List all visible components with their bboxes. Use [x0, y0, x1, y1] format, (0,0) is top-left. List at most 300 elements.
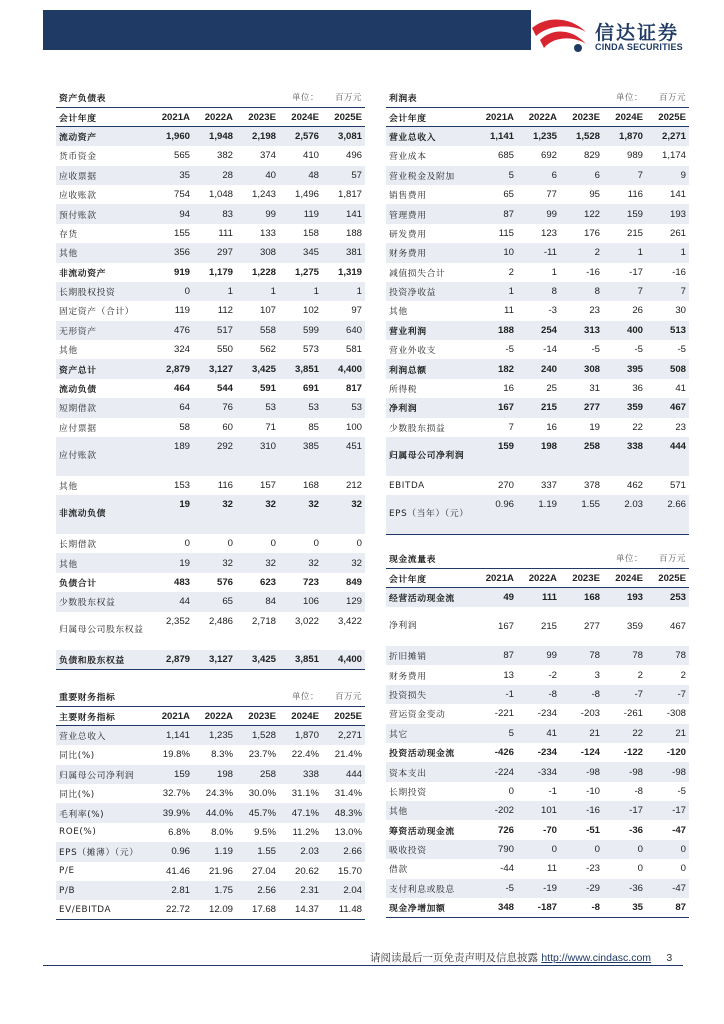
cell-value: -334 — [517, 762, 560, 781]
cell-value: 0 — [517, 840, 560, 859]
unit-label: 单位： — [279, 88, 322, 107]
cell-value: 133 — [259, 227, 276, 239]
year-header: 2021A — [474, 568, 517, 587]
year-header: 2021A — [474, 107, 517, 126]
cinda-logo-icon — [530, 14, 590, 54]
cell-value: 2 — [637, 669, 643, 681]
cell-value: 2.81 — [150, 881, 193, 900]
cell-value: -23 — [586, 863, 600, 875]
cell-value: -224 — [474, 762, 517, 781]
cell-value: 32 — [193, 553, 236, 572]
cell-value: -120 — [666, 747, 686, 759]
year-header: 2022A — [517, 107, 560, 126]
cell-value: -5 — [505, 344, 514, 356]
cell-value: 2,352 — [165, 615, 190, 627]
cell-value: 277 — [560, 398, 603, 417]
row-label: 毛利率(%) — [56, 803, 150, 822]
cell-value: 1,174 — [661, 150, 686, 162]
cell-value: 85 — [308, 421, 319, 433]
row-label: 所得税 — [389, 385, 418, 396]
row-label: 少数股东损益 — [389, 423, 446, 434]
year-header: 2021A — [150, 107, 193, 126]
cell-value: -5 — [474, 879, 517, 898]
cell-value: 193 — [603, 588, 646, 607]
cell-value: -36 — [603, 879, 646, 898]
cell-value: 116 — [627, 189, 643, 201]
row-label: 应付票据 — [59, 423, 97, 434]
cell-value: 1.55 — [560, 495, 603, 534]
row-label: 长期借款 — [59, 540, 97, 551]
cell-value: 0 — [313, 538, 319, 550]
row-label: 营业总收入 — [56, 726, 150, 745]
cell-value: 2,198 — [236, 127, 279, 146]
cell-value: -8 — [560, 685, 603, 704]
cell-value: -17 — [646, 801, 689, 820]
cell-value: 28 — [193, 166, 236, 185]
cell-value: 168 — [302, 480, 319, 492]
cell-value: 2.03 — [603, 495, 646, 534]
table-row — [56, 765, 365, 784]
balance-sheet-table — [56, 88, 365, 670]
page-footer — [370, 950, 672, 965]
cell-value: 115 — [498, 227, 514, 239]
cell-value: 19.8% — [162, 749, 190, 761]
cell-value: 60 — [222, 421, 233, 433]
cell-value: 253 — [646, 588, 689, 607]
cell-value: -10 — [586, 785, 600, 797]
cell-value: -2 — [548, 669, 557, 681]
cell-value: 49 — [474, 588, 517, 607]
cell-value: 817 — [345, 383, 362, 395]
unit-value: 百万元 — [322, 687, 365, 706]
cell-value: 3,851 — [279, 650, 322, 669]
cell-value: 32 — [236, 495, 279, 534]
cell-value: 19 — [589, 421, 600, 433]
cell-value: 550 — [216, 344, 233, 356]
row-label: 其他 — [386, 801, 474, 820]
page-number: 3 — [666, 952, 673, 964]
table-row — [56, 301, 365, 320]
cell-value: 99 — [236, 204, 279, 223]
row-label: EBITDA — [389, 480, 425, 491]
cell-value: 99 — [517, 204, 560, 223]
cell-value: 1,275 — [294, 266, 319, 278]
table-header-row — [386, 107, 689, 126]
table-row — [56, 263, 365, 282]
cell-value: 1,870 — [279, 726, 322, 745]
cell-value: 32 — [322, 495, 365, 534]
cell-value: 2,271 — [322, 726, 365, 745]
cell-value: 30.0% — [248, 788, 276, 800]
row-label: 营业利润 — [386, 321, 474, 340]
year-header: 2021A — [150, 706, 193, 725]
cell-value: 53 — [279, 398, 322, 417]
cell-value: 0 — [184, 538, 190, 550]
table-row — [56, 398, 365, 417]
row-label: 固定资产（合计） — [59, 307, 135, 318]
cell-value: 1,948 — [193, 127, 236, 146]
cell-value: 106 — [279, 592, 322, 611]
cell-value: -5 — [677, 344, 686, 356]
cell-value: 8.3% — [211, 749, 233, 761]
year-header: 2024E — [279, 706, 322, 725]
cell-value: 157 — [259, 480, 276, 492]
cell-value: 359 — [626, 621, 643, 633]
row-label: 投资活动现金流 — [389, 749, 455, 760]
website-link[interactable]: http://www.cindasc.com — [541, 952, 652, 964]
cell-value: 12.09 — [193, 900, 236, 919]
row-label: 吸收投资 — [386, 840, 474, 859]
cell-value: 21 — [646, 724, 689, 743]
cell-value: 15.70 — [337, 865, 362, 877]
cell-value: 2,271 — [646, 127, 689, 146]
cell-value: 599 — [279, 321, 322, 340]
cell-value: 17.68 — [236, 900, 279, 919]
cell-value: 640 — [322, 321, 365, 340]
cell-value: 24.3% — [205, 788, 233, 800]
cell-value: 464 — [173, 383, 190, 395]
year-header: 2025E — [646, 107, 689, 126]
table-row — [56, 650, 365, 669]
cell-value: 2 — [560, 243, 603, 262]
cell-value: 0 — [680, 863, 686, 875]
cell-value: 2.66 — [322, 842, 365, 861]
row-label: 非流动资产 — [59, 268, 106, 279]
cell-value: 1,243 — [251, 189, 276, 201]
cell-value: -44 — [500, 863, 514, 875]
cell-value: 374 — [259, 150, 276, 162]
cell-value: -16 — [586, 266, 600, 278]
table-row — [386, 665, 689, 684]
table-row — [56, 418, 365, 437]
cell-value: -124 — [580, 747, 600, 759]
cell-value: 101 — [517, 801, 560, 820]
cell-value: 176 — [583, 227, 600, 239]
cell-value: -70 — [543, 824, 557, 836]
table-row — [56, 803, 365, 822]
table-row — [386, 859, 689, 878]
table-title-row — [56, 687, 365, 706]
table-row — [56, 823, 365, 842]
table-title: 重要财务指标 — [56, 687, 279, 706]
cell-value: 2,576 — [279, 127, 322, 146]
year-header: 2022A — [193, 107, 236, 126]
table-title: 资产负债表 — [56, 88, 279, 107]
cell-value: 292 — [193, 437, 236, 476]
cell-value: 558 — [236, 321, 279, 340]
table-row — [56, 243, 365, 262]
row-label: 研发费用 — [389, 229, 427, 240]
row-label: 其他 — [59, 346, 78, 357]
cell-value: 8 — [517, 282, 560, 301]
cell-value: 989 — [626, 150, 643, 162]
cell-value: -8 — [517, 685, 560, 704]
cell-value: 2 — [680, 669, 686, 681]
cell-value: 2,718 — [251, 615, 276, 627]
cell-value: 3 — [594, 669, 600, 681]
table-row — [56, 842, 365, 861]
cell-value: 685 — [497, 150, 514, 162]
cell-value: 5 — [474, 724, 517, 743]
cell-value: -234 — [537, 747, 557, 759]
cell-value: 23.7% — [248, 749, 276, 761]
cell-value: 1 — [193, 282, 236, 301]
cell-value: 1 — [603, 243, 646, 262]
cell-value: 1 — [646, 243, 689, 262]
table-row — [56, 881, 365, 900]
cell-value: 35 — [150, 166, 193, 185]
unit-label: 单位： — [279, 687, 322, 706]
year-header: 2025E — [322, 107, 365, 126]
cell-value: 1,528 — [560, 127, 603, 146]
cell-value: 71 — [265, 421, 276, 433]
cell-value: 310 — [236, 437, 279, 476]
table-row — [56, 726, 365, 745]
cell-value: 324 — [173, 344, 190, 356]
cell-value: -8 — [634, 785, 643, 797]
row-label: 借款 — [389, 865, 408, 876]
cell-value: 723 — [302, 576, 319, 588]
row-label: 营业税金及附加 — [386, 166, 474, 185]
cell-value: 385 — [279, 437, 322, 476]
cell-value: 9 — [646, 166, 689, 185]
cell-value: 16 — [503, 383, 514, 395]
cell-value: 0 — [508, 785, 514, 797]
cell-value: 64 — [150, 398, 193, 417]
cell-value: 565 — [173, 150, 190, 162]
table-row — [386, 724, 689, 743]
cell-value: 6.8% — [168, 826, 190, 838]
table-title-row — [386, 88, 689, 107]
cell-value: 382 — [216, 150, 233, 162]
cell-value: 261 — [669, 227, 686, 239]
cell-value: 78 — [646, 646, 689, 665]
table-row — [386, 398, 689, 417]
cell-value: -221 — [494, 708, 514, 720]
cell-value: 9.5% — [254, 826, 276, 838]
row-label: 负债和股东权益 — [56, 650, 150, 669]
cell-value: 188 — [474, 321, 517, 340]
row-label: EV/EBITDA — [56, 900, 150, 919]
year-header: 2024E — [603, 107, 646, 126]
row-label: 经营活动现金流 — [386, 588, 474, 607]
unit-value: 百万元 — [646, 88, 689, 107]
cell-value: 4,400 — [322, 650, 365, 669]
table-row — [386, 301, 689, 320]
cell-value: 141 — [322, 204, 365, 223]
cell-value: 1,870 — [603, 127, 646, 146]
cell-value: 25 — [546, 383, 557, 395]
unit-value: 百万元 — [646, 549, 689, 568]
cell-value: 692 — [540, 150, 557, 162]
cell-value: 0 — [150, 282, 193, 301]
cell-value: 13 — [503, 669, 514, 681]
cell-value: -98 — [646, 762, 689, 781]
table-row — [386, 762, 689, 781]
row-label: EPS（摊薄）（元） — [56, 842, 150, 861]
cell-value: -1 — [548, 785, 557, 797]
table-row — [56, 185, 365, 204]
table-row — [56, 476, 365, 495]
cell-value: 691 — [302, 383, 319, 395]
cell-value: 3,081 — [322, 127, 365, 146]
cell-value: -261 — [623, 708, 643, 720]
row-label: 现金净增加额 — [386, 898, 474, 917]
cell-value: 99 — [517, 646, 560, 665]
cell-value: 48.3% — [322, 803, 365, 822]
cell-value: 11.48 — [322, 900, 365, 919]
row-label: 营运资金变动 — [389, 710, 446, 721]
cell-value: 337 — [540, 480, 557, 492]
table-row — [56, 784, 365, 803]
table-row — [386, 782, 689, 801]
cell-value: 581 — [345, 344, 362, 356]
cell-value: 13.0% — [334, 826, 362, 838]
cell-value: 20.62 — [294, 865, 319, 877]
cell-value: 308 — [560, 359, 603, 378]
cell-value: 112 — [217, 305, 233, 317]
year-header: 2025E — [322, 706, 365, 725]
cell-value: 36 — [632, 383, 643, 395]
cell-value: 65 — [193, 592, 236, 611]
row-label: 短期借款 — [56, 398, 150, 417]
row-label: 负债合计 — [59, 578, 97, 589]
table-row — [56, 146, 365, 165]
cell-value: 1,817 — [337, 189, 362, 201]
cell-value: 7 — [508, 421, 514, 433]
cell-value: 102 — [302, 305, 319, 317]
row-label: 少数股东权益 — [56, 592, 150, 611]
cell-value: 22 — [603, 724, 646, 743]
cell-value: 32.7% — [162, 788, 190, 800]
table-row — [56, 321, 365, 340]
header-bar — [43, 10, 531, 50]
cell-value: 44.0% — [193, 803, 236, 822]
cell-value: 2.31 — [279, 881, 322, 900]
cell-value: 277 — [583, 621, 600, 633]
cell-value: 22 — [632, 421, 643, 433]
cell-value: 11.2% — [292, 826, 319, 838]
cell-value: -16 — [672, 266, 686, 278]
row-label: 存货 — [59, 229, 78, 240]
table-row — [56, 204, 365, 223]
table-header-row — [386, 568, 689, 587]
logo-text-en: CINDA SECURITIES — [595, 42, 683, 52]
cell-value: 57 — [322, 166, 365, 185]
cell-value: 513 — [646, 321, 689, 340]
cell-value: -8 — [560, 898, 603, 917]
table-row — [56, 359, 365, 378]
cell-value: 3,022 — [294, 615, 319, 627]
cell-value: 1 — [474, 282, 517, 301]
row-label: 其他 — [56, 243, 150, 262]
table-row — [386, 588, 689, 607]
cell-value: 726 — [497, 824, 514, 836]
row-label: 管理费用 — [386, 204, 474, 223]
cell-value: 119 — [174, 305, 190, 317]
cell-value: 1 — [236, 282, 279, 301]
cell-value: -426 — [494, 747, 514, 759]
cell-value: -98 — [603, 762, 646, 781]
cell-value: 212 — [345, 480, 362, 492]
cell-value: -7 — [603, 685, 646, 704]
cell-value: -51 — [586, 824, 600, 836]
cell-value: 462 — [626, 480, 643, 492]
cell-value: 19 — [150, 495, 193, 534]
cell-value: 0.96 — [150, 842, 193, 861]
cell-value: 451 — [322, 437, 365, 476]
table-row — [386, 704, 689, 723]
cell-value: 39.9% — [150, 803, 193, 822]
row-label: 营业总收入 — [386, 127, 474, 146]
cell-value: 483 — [173, 576, 190, 588]
cell-value: 94 — [150, 204, 193, 223]
cell-value: -98 — [560, 762, 603, 781]
cell-value: 3,127 — [193, 359, 236, 378]
cell-value: 2,879 — [150, 650, 193, 669]
cell-value: 3,127 — [193, 650, 236, 669]
table-row — [386, 379, 689, 398]
year-header: 2023E — [236, 706, 279, 725]
year-header: 2024E — [279, 107, 322, 126]
cell-value: 87 — [474, 204, 517, 223]
cell-value: 1,048 — [208, 189, 233, 201]
cell-value: 345 — [279, 243, 322, 262]
table-row — [386, 185, 689, 204]
row-label: 其他 — [389, 307, 408, 318]
cell-value: -19 — [517, 879, 560, 898]
row-label: 归属母公司净利润 — [386, 437, 474, 476]
year-header: 2024E — [603, 568, 646, 587]
cell-value: 790 — [474, 840, 517, 859]
table-row — [56, 745, 365, 764]
footer-divider — [43, 965, 683, 966]
cell-value: 476 — [150, 321, 193, 340]
table-row — [386, 437, 689, 476]
table-row — [386, 607, 689, 646]
cell-value: 53 — [236, 398, 279, 417]
cell-value: 45.7% — [236, 803, 279, 822]
disclaimer-text: 请阅读最后一页免责声明及信息披露 — [370, 952, 538, 964]
cell-value: -3 — [548, 305, 557, 317]
cell-value: 7 — [603, 166, 646, 185]
cell-value: 23 — [675, 421, 686, 433]
row-label: P/B — [56, 881, 150, 900]
cell-value: 0 — [270, 538, 276, 550]
table-row — [386, 166, 689, 185]
cell-value: 193 — [646, 204, 689, 223]
cell-value: 111 — [517, 588, 560, 607]
table-row — [386, 898, 689, 917]
row-label: 营业成本 — [389, 152, 427, 163]
cell-value: 1,228 — [251, 266, 276, 278]
cell-value: 496 — [345, 150, 362, 162]
row-label: 利润总额 — [386, 359, 474, 378]
table-row — [56, 862, 365, 881]
cell-value: 107 — [259, 305, 276, 317]
row-label: EPS（当年）（元） — [386, 495, 474, 534]
row-label: 同比(%) — [59, 751, 95, 762]
cell-value: 2.56 — [236, 881, 279, 900]
cell-value: 32 — [322, 553, 365, 572]
cell-value: 1.19 — [193, 842, 236, 861]
table-row — [56, 437, 365, 476]
cell-value: 0 — [560, 840, 603, 859]
cell-value: 270 — [497, 480, 514, 492]
cell-value: 2.66 — [646, 495, 689, 534]
cell-value: 32 — [236, 553, 279, 572]
cell-value: 562 — [259, 344, 276, 356]
